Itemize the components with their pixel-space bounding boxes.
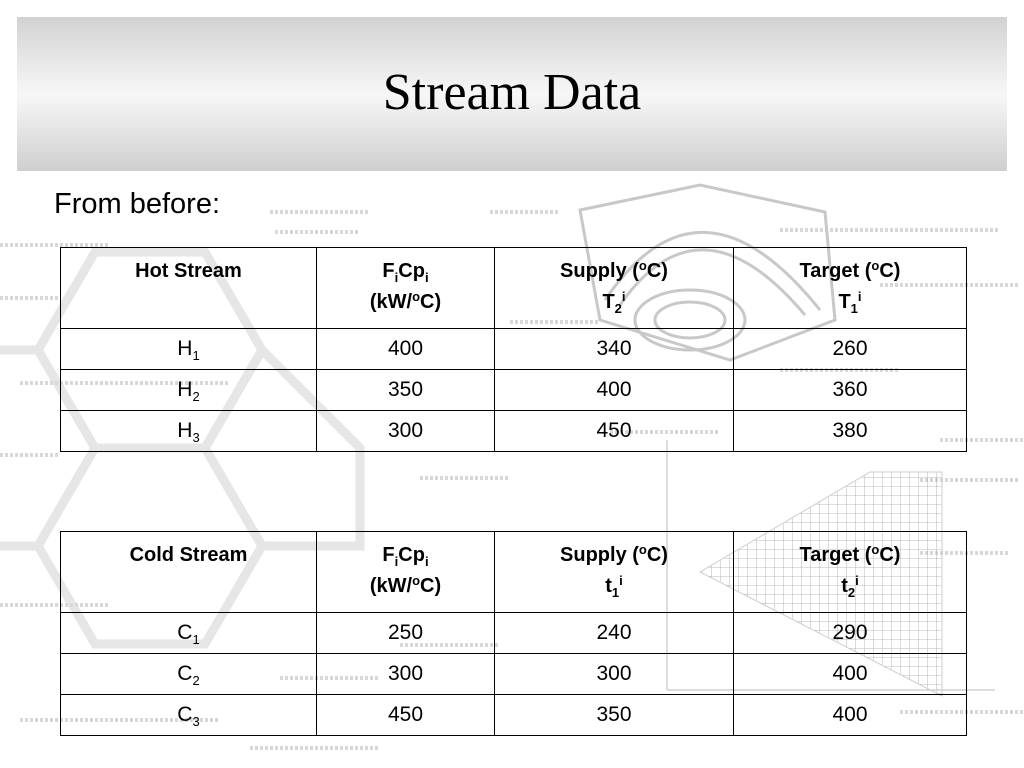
- supply-cell: 240: [495, 613, 734, 654]
- supply-cell: 350: [495, 695, 734, 736]
- table-header-row: [61, 532, 967, 613]
- fcp-cell: 350: [317, 370, 495, 411]
- header-target-symbol: $T_1^i$: [838, 289, 862, 316]
- supply-cell: 300: [495, 654, 734, 695]
- header-supply-label: Supply ($^o$C): [560, 542, 668, 566]
- target-cell: 260: [734, 329, 967, 370]
- header-target: [734, 248, 967, 329]
- subtitle: From before:: [54, 188, 220, 220]
- stream-name-cell: $H_3$: [61, 411, 317, 452]
- supply-cell: 400: [495, 370, 734, 411]
- header-fcp: [317, 532, 495, 613]
- header-stream-label: Cold Stream: [129, 544, 248, 566]
- slide-title: Stream Data: [382, 63, 642, 121]
- header-fcp: [317, 248, 495, 329]
- target-cell: 380: [734, 411, 967, 452]
- stream-name-cell: $H_2$: [61, 370, 317, 411]
- header-target-label: Target ($^o$C): [799, 542, 901, 566]
- supply-cell: 450: [495, 411, 734, 452]
- fcp-cell: 400: [317, 329, 495, 370]
- header-fcp-unit: (kW/$^o$C): [369, 289, 442, 313]
- fcp-cell: 300: [317, 654, 495, 695]
- stream-name-cell: $C_3$: [61, 695, 317, 736]
- title-band: [17, 17, 1007, 171]
- header-stream: [61, 248, 317, 329]
- fcp-cell: 250: [317, 613, 495, 654]
- header-stream: [61, 532, 317, 613]
- table-row: [61, 695, 967, 736]
- header-supply-symbol: $t_1^i$: [605, 573, 623, 600]
- header-fcp-symbol: $F_iCp_i$: [382, 260, 429, 285]
- hot-stream-table: [60, 247, 967, 452]
- table-row: [61, 370, 967, 411]
- fcp-cell: 300: [317, 411, 495, 452]
- supply-cell: 340: [495, 329, 734, 370]
- header-supply: [495, 532, 734, 613]
- target-cell: 290: [734, 613, 967, 654]
- cold-stream-table: [60, 531, 967, 736]
- header-supply-label: Supply ($^o$C): [560, 258, 668, 282]
- stream-name-cell: $C_2$: [61, 654, 317, 695]
- header-fcp-unit: (kW/$^o$C): [369, 573, 442, 597]
- stream-name-cell: $H_1$: [61, 329, 317, 370]
- table-row: [61, 329, 967, 370]
- table-row: [61, 411, 967, 452]
- target-cell: 400: [734, 695, 967, 736]
- target-cell: 400: [734, 654, 967, 695]
- header-target: [734, 532, 967, 613]
- header-target-symbol: $t_2^i$: [841, 573, 859, 600]
- table-header-row: [61, 248, 967, 329]
- target-cell: 360: [734, 370, 967, 411]
- header-supply: [495, 248, 734, 329]
- header-supply-symbol: $T_2^i$: [602, 289, 626, 316]
- fcp-cell: 450: [317, 695, 495, 736]
- header-target-label: Target ($^o$C): [799, 258, 901, 282]
- stream-name-cell: $C_1$: [61, 613, 317, 654]
- table-row: [61, 613, 967, 654]
- header-stream-label: Hot Stream: [135, 260, 242, 282]
- header-fcp-symbol: $F_iCp_i$: [382, 544, 429, 569]
- table-row: [61, 654, 967, 695]
